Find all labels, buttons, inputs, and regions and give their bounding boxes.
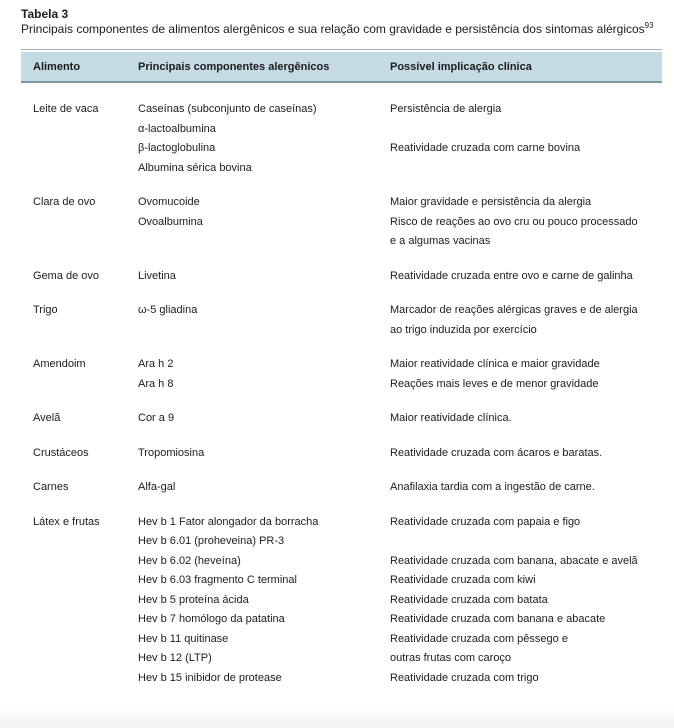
table-row-line bbox=[21, 571, 662, 591]
table-row-line bbox=[21, 610, 662, 630]
table-label: Tabela 3 bbox=[21, 7, 69, 21]
bottom-shade bbox=[0, 704, 674, 728]
component-cell: Hev b 7 homólogo da patatina bbox=[138, 613, 285, 625]
implication-cell: Reatividade cruzada com trigo bbox=[390, 671, 539, 684]
table-row-line bbox=[21, 301, 662, 321]
food-cell: Látex e frutas bbox=[33, 515, 100, 528]
component-cell: Hev b 1 Fator alongador da borracha bbox=[138, 515, 319, 528]
table-row-line bbox=[21, 669, 662, 689]
component-cell: Hev b 12 (LTP) bbox=[138, 652, 212, 664]
implication-cell: Reações mais leves e de menor gravidade bbox=[390, 377, 599, 390]
implication-cell: Reatividade cruzada com papaia e figo bbox=[390, 515, 581, 528]
implication-cell: ao trigo induzida por exercício bbox=[390, 323, 537, 336]
component-cell: Ara h 8 bbox=[138, 377, 174, 390]
food-cell: Gema de ovo bbox=[33, 269, 100, 282]
implication-cell: Reatividade cruzada com carne bovina bbox=[390, 142, 581, 154]
implication-cell: Reatividade cruzada com banana, abacate e avelã bbox=[390, 554, 638, 567]
component-cell: β-lactoglobulina bbox=[138, 142, 216, 154]
table-row-line bbox=[21, 649, 662, 669]
component-cell: Caseínas (subconjunto de caseínas) bbox=[138, 103, 317, 115]
food-cell: Carnes bbox=[33, 481, 69, 493]
food-cell: Crustáceos bbox=[33, 446, 89, 459]
component-cell: Hev b 11 quitinase bbox=[138, 632, 229, 645]
component-cell: Cor a 9 bbox=[138, 412, 175, 424]
table-row bbox=[21, 409, 662, 429]
table-row-line bbox=[21, 355, 662, 375]
table-row-line bbox=[21, 213, 662, 233]
component-cell: Ovoalbumina bbox=[138, 215, 203, 228]
reference-superscript: 93 bbox=[644, 21, 654, 30]
implication-cell: e a algumas vacinas bbox=[390, 235, 491, 247]
table-row bbox=[21, 100, 662, 178]
component-cell: Ara h 2 bbox=[138, 358, 174, 370]
table-row bbox=[21, 478, 662, 498]
food-cell: Amendoim bbox=[33, 358, 86, 370]
caption-text: Principais componentes de alimentos alergênicos e sua relação com gravidade e persistência dos sintomas alérgicos bbox=[21, 22, 645, 36]
table-row-line bbox=[21, 193, 662, 213]
component-cell: Hev b 6.01 (proheveina) PR-3 bbox=[138, 535, 285, 547]
implication-cell: Persistência de alergia bbox=[390, 103, 502, 115]
food-cell: Clara de ovo bbox=[33, 196, 96, 208]
implication-cell: outras frutas com caroço bbox=[390, 652, 512, 664]
implication-cell: Maior gravidade e persistência da alergia bbox=[390, 196, 592, 208]
component-cell: α-lactoalbumina bbox=[138, 122, 216, 135]
component-cell: Hev b 5 proteína ácida bbox=[138, 593, 249, 606]
food-cell: Trigo bbox=[33, 304, 58, 316]
component-cell: Hev b 15 inibidor de protease bbox=[138, 671, 282, 684]
implication-cell: Reatividade cruzada com batata bbox=[390, 593, 548, 606]
table-row-line bbox=[21, 444, 662, 464]
table-row bbox=[21, 193, 662, 252]
implication-cell: Reatividade cruzada com ácaros e baratas. bbox=[390, 446, 603, 459]
table-row-line bbox=[21, 532, 662, 552]
implication-cell: Reatividade cruzada com kiwi bbox=[390, 574, 536, 586]
header-components: Principais componentes alergênicos bbox=[138, 61, 330, 73]
table-row-line bbox=[21, 409, 662, 429]
table-row-line bbox=[21, 513, 662, 533]
food-cell: Leite de vaca bbox=[33, 103, 99, 115]
implication-cell: Marcador de reações alérgicas graves e de alergia bbox=[390, 304, 638, 316]
component-cell: Ovomucoide bbox=[138, 196, 200, 208]
component-cell: ω-5 gliadina bbox=[138, 304, 198, 316]
table-row-line bbox=[21, 552, 662, 572]
implication-cell: Maior reatividade clínica. bbox=[390, 412, 512, 424]
table-row bbox=[21, 301, 662, 340]
implication-cell: Maior reatividade clínica e maior gravidade bbox=[390, 358, 600, 370]
table-row-line bbox=[21, 100, 662, 120]
table-row bbox=[21, 267, 662, 287]
component-cell: Livetina bbox=[138, 269, 176, 282]
table-row-line bbox=[21, 478, 662, 498]
component-cell: Hev b 6.02 (heveína) bbox=[138, 554, 241, 567]
component-cell: Albumina sérica bovina bbox=[138, 161, 252, 174]
table-row bbox=[21, 355, 662, 394]
table-header bbox=[21, 52, 662, 83]
table-row-line bbox=[21, 630, 662, 650]
component-cell: Alfa-gal bbox=[138, 481, 176, 493]
table-row bbox=[21, 444, 662, 464]
implication-cell: Risco de reações ao ovo cru ou pouco processado bbox=[390, 215, 638, 228]
table-top-rule bbox=[21, 49, 662, 50]
table-caption bbox=[21, 22, 671, 37]
table-row-line bbox=[21, 267, 662, 287]
component-cell: Tropomiosina bbox=[138, 446, 205, 459]
table-body bbox=[21, 100, 662, 703]
implication-cell: Anafilaxia tardia com a ingestão de carne. bbox=[390, 481, 595, 493]
implication-cell: Reatividade cruzada entre ovo e carne de galinha bbox=[390, 269, 633, 282]
table-row-line bbox=[21, 159, 662, 179]
implication-cell: Reatividade cruzada com banana e abacate bbox=[390, 613, 606, 625]
table-row-line bbox=[21, 120, 662, 140]
table-row-line bbox=[21, 321, 662, 341]
food-cell: Avelã bbox=[33, 412, 61, 424]
header-implication: Possível implicação clínica bbox=[390, 61, 532, 73]
table-row-line bbox=[21, 375, 662, 395]
table-row-line bbox=[21, 139, 662, 159]
component-cell: Hev b 6.03 fragmento C terminal bbox=[138, 574, 297, 586]
table-row-line bbox=[21, 591, 662, 611]
implication-cell: Reatividade cruzada com pêssego e bbox=[390, 632, 568, 645]
header-food: Alimento bbox=[33, 61, 81, 73]
table-row-line bbox=[21, 232, 662, 252]
table-row bbox=[21, 513, 662, 689]
